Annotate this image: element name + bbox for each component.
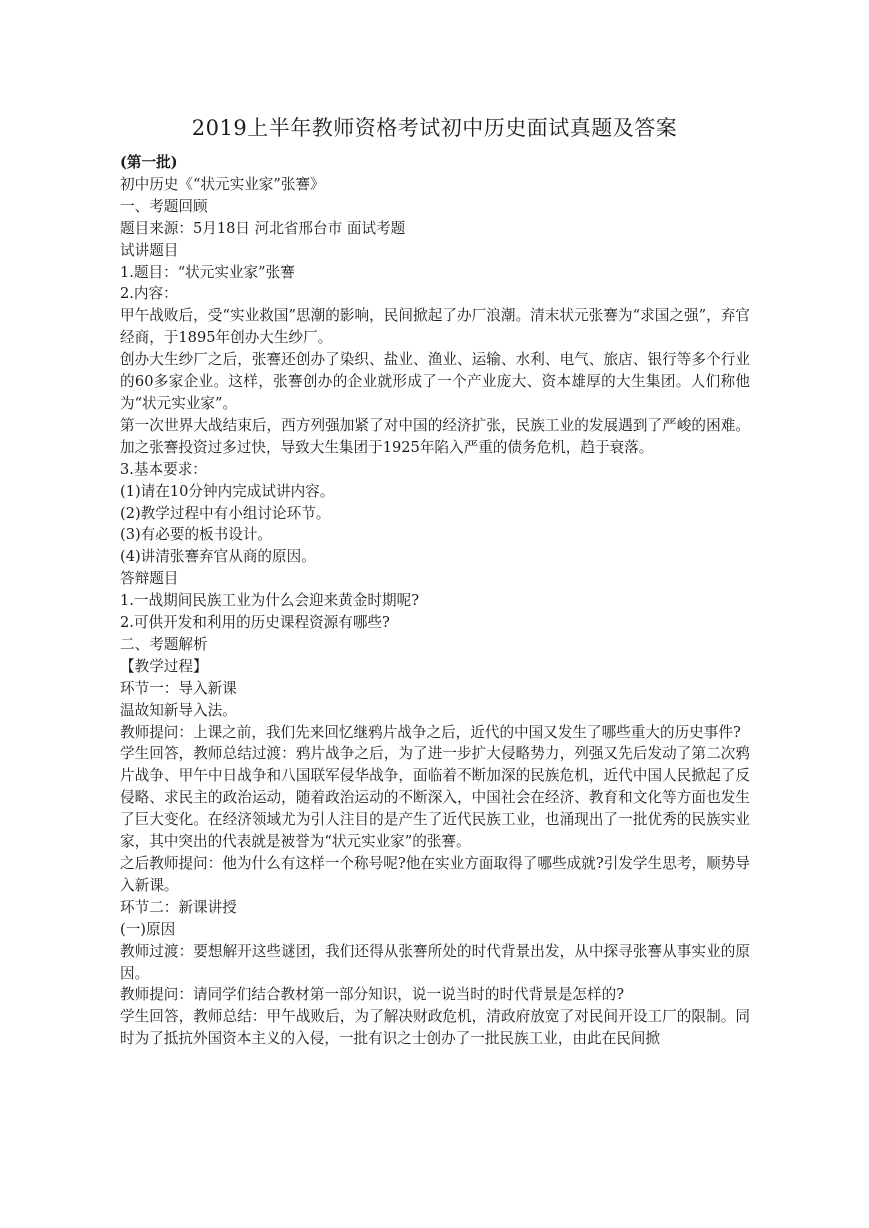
paragraph: (2)教学过程中有小组讨论环节。 [120, 504, 331, 522]
paragraph: 试讲题目 [120, 241, 179, 259]
paragraph: 二、考题解析 [120, 635, 208, 653]
paragraph: 题目来源：5月18日 河北省邢台市 面试考题 [120, 219, 406, 237]
paragraph: 环节二：新课讲授 [120, 898, 237, 916]
paragraph: 学生回答，教师总结：甲午战败后，为了解决财政危机，清政府放宽了对民间开设工厂的限制。同时为了抵抗外国资本主义的入侵，一批有识之士创办了一批民族工业，由此在民间掀 [120, 1008, 750, 1048]
paragraph: (一)原因 [120, 920, 176, 938]
paragraph: (3)有必要的板书设计。 [120, 526, 273, 544]
paragraph: 创办大生纱厂之后，张謇还创办了染织、盐业、渔业、运输、水利、电气、旅店、银行等多个行业的60多家企业。这样，张謇创办的企业就形成了一个产业庞大、资本雄厚的大生集团。人们称他为“状元实业家”。 [120, 351, 750, 412]
paragraph: 温故知新导入法。 [120, 701, 237, 719]
paragraph: 初中历史《“状元实业家”张謇》 [120, 175, 325, 193]
paragraph: 2.可供开发和利用的历史课程资源有哪些? [120, 614, 390, 632]
paragraph: 教师提问：请同学们结合教材第一部分知识，说一说当时的时代背景是怎样的? [120, 986, 625, 1004]
paragraph: 环节一：导入新课 [120, 679, 237, 697]
paragraph: 答辩题目 [120, 570, 179, 588]
paragraph: 之后教师提问：他为什么有这样一个称号呢?他在实业方面取得了哪些成就?引发学生思考，顺势导入新课。 [120, 855, 750, 894]
paragraph: 教师过渡：要想解开这些谜团，我们还得从张謇所处的时代背景出发，从中探寻张謇从事实业的原因。 [120, 942, 750, 982]
paragraph: 甲午战败后，受“实业救国”思潮的影响，民间掀起了办厂浪潮。清末状元张謇为“求国之强”，弃官经商，于1895年创办大生纱厂。 [120, 307, 750, 347]
paragraph: 教师提问：上课之前，我们先来回忆继鸦片战争之后，近代的中国又发生了哪些重大的历史事件? [120, 723, 741, 741]
document-body [120, 152, 750, 1050]
paragraph: 第一次世界大战结束后，西方列强加紧了对中国的经济扩张，民族工业的发展遇到了严峻的困难。加之张謇投资过多过快，导致大生集团于1925年陷入严重的债务危机，趋于衰落。 [120, 416, 750, 456]
paragraph: 3.基本要求： [120, 460, 207, 478]
document-title: 2019上半年教师资格考试初中历史面试真题及答案 [191, 116, 678, 140]
paragraph: 【教学过程】 [120, 657, 208, 675]
paragraph: 1.题目：“状元实业家”张謇 [120, 263, 295, 281]
paragraph: (1)请在10分钟内完成试讲内容。 [120, 482, 335, 500]
paragraph: 一、考题回顾 [120, 197, 208, 215]
batch-label: (第一批) [120, 154, 178, 171]
paragraph: 1.一战期间民族工业为什么会迎来黄金时期呢? [120, 592, 420, 610]
paragraph: (4)讲清张謇弃官从商的原因。 [120, 548, 316, 566]
paragraph: 学生回答，教师总结过渡：鸦片战争之后，为了进一步扩大侵略势力，列强又先后发动了第二次鸦片战争、甲午中日战争和八国联军侵华战争，面临着不断加深的民族危机，近代中国人民掀起了反侵略、求民主的政治运动，随着政治运动的不断深入，中国社会在经济、教育和文化等方面也发生了巨大变化。在经济领域尤为引人注目的是产生了近代民族工业，也涌现出了一批优秀的民族实业家，其中突出的代表就是被誉为“状元实业家”的张謇。 [120, 745, 750, 851]
paragraph: 2.内容： [120, 285, 178, 303]
